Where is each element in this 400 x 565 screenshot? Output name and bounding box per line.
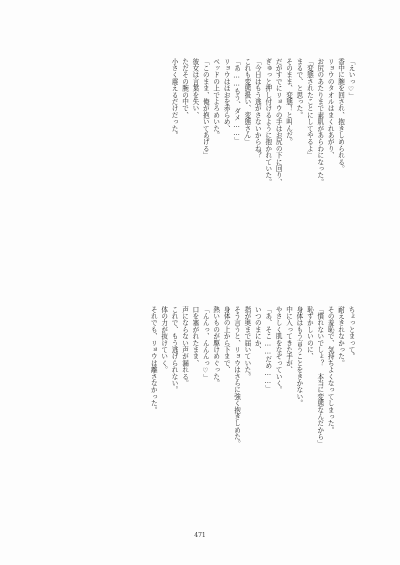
text-column: ぎゅっと押し付けるように抱かれていた。 xyxy=(263,58,272,186)
text-column: その羞恥で、気持ちよくなってしまった。 xyxy=(326,306,335,434)
text-column: リョウのタオルはまくれあがり、 xyxy=(326,58,335,159)
text-column: 身体はもう言うことをきかない。 xyxy=(294,306,303,407)
text-column: 恥ずかしいのに、 xyxy=(305,306,314,360)
text-column: 耐えきれなかった。 xyxy=(336,306,345,367)
text-column: 口を塞がれたまま、 xyxy=(190,306,199,367)
text-column: 「変態されたことにしてやるよ」 xyxy=(305,58,314,159)
text-column: 「あ……もう、ダメ……」 xyxy=(232,58,241,144)
text-column: これも変態扱い、変態さん」 xyxy=(242,58,251,146)
text-column: 熱いものが駆けめぐった。 xyxy=(211,306,220,387)
text-block-top xyxy=(56,58,356,280)
text-column: 香中に腕を回され、抱きしめられる。 xyxy=(336,58,345,172)
text-column: お尻のあたりまで素肌があらわになった。 xyxy=(315,58,324,186)
text-column: それでも、リョウは離さなかった。 xyxy=(149,306,158,414)
text-column: ベッドの上でよろめいた。 xyxy=(211,58,220,139)
text-column: 身体の上から下まで、 xyxy=(222,306,231,373)
text-column: そのまま、変態！と叫んだ。 xyxy=(284,58,293,146)
text-column: ただその腕の中で、 xyxy=(180,58,189,119)
text-column: だがすでにリョウの手はお尻の下に回り、 xyxy=(274,58,283,186)
text-column: 「えいっ♡」 xyxy=(347,58,355,100)
text-column: 「慣れないでしょ？ 本当に変態なんだから」 xyxy=(315,306,324,447)
text-column: 声にならない声が漏れる。 xyxy=(180,306,189,387)
text-column: 彼女は言葉を失い、 xyxy=(190,58,199,119)
text-column: ちょっとまって。 xyxy=(347,306,355,360)
text-column: 「このまま、俺が抱いてあげる」 xyxy=(201,58,210,159)
text-block-bottom xyxy=(56,306,356,528)
text-column: 「んんっ、んんんっ♡」 xyxy=(201,306,210,382)
text-column: リョウはほおを赤らめ、 xyxy=(222,58,231,132)
page-number: 471 xyxy=(194,532,206,539)
text-column: 体の力が抜けていく。 xyxy=(159,306,168,373)
text-column: 小さく震えるだけだった。 xyxy=(170,58,179,139)
text-column: やさしく肌をなぞっていく。 xyxy=(274,306,283,394)
text-column: 「あ、そこ……だめ……」 xyxy=(263,306,272,392)
text-column: 指が奥まで届いていた。 xyxy=(242,306,251,380)
text-column: 中に入ってきた手が、 xyxy=(284,306,293,373)
text-column: まるで、と思った。 xyxy=(294,58,303,119)
text-column: いつのまにか、 xyxy=(253,306,262,353)
text-column: 「今日はもう逃がさないからね？ xyxy=(253,58,262,159)
text-column: これで、もう逃げられない。 xyxy=(170,306,179,394)
text-column: そう言うと、リョウはさらに強く抱きしめた。 xyxy=(232,306,241,447)
